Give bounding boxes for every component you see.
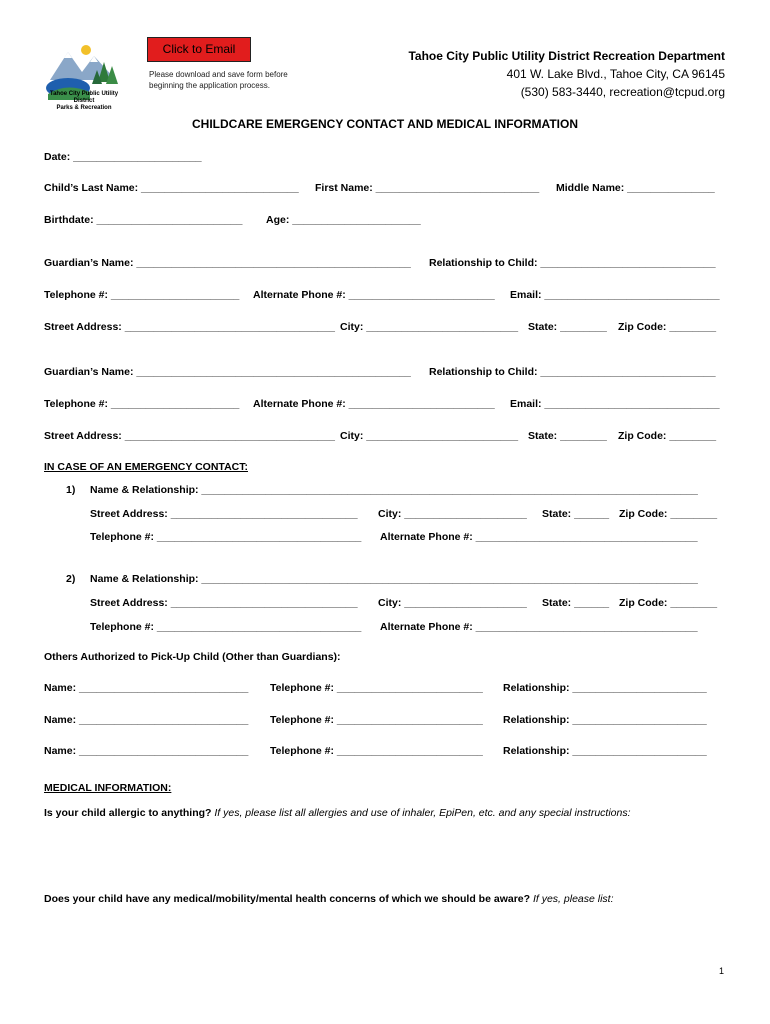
allergy-question: Is your child allergic to anything? If yes, please list all allergies and use of inhaler, EpiPen, etc. and any special instructions:	[44, 807, 631, 819]
guardian-2-alt-phone-field[interactable]: Alternate Phone #: _________________________	[253, 398, 495, 410]
pickup-2-relationship-field[interactable]: Relationship: _______________________	[503, 714, 707, 726]
emergency-heading: IN CASE OF AN EMERGENCY CONTACT:	[44, 461, 248, 473]
tcpud-logo	[46, 42, 122, 114]
guardian-1-city-field[interactable]: City: __________________________	[340, 321, 519, 333]
emergency-2-name-field[interactable]: Name & Relationship: _____________________________________________________________________________________	[90, 573, 698, 585]
medical-heading: MEDICAL INFORMATION:	[44, 782, 172, 794]
emergency-2-zip-field[interactable]: Zip Code: ________	[619, 597, 718, 609]
guardian-2-zip-field[interactable]: Zip Code: ________	[618, 430, 717, 442]
emergency-1-number: 1)	[66, 484, 76, 496]
download-note: Please download and save form before beginning the application process.	[149, 70, 288, 90]
emergency-2-state-field[interactable]: State: ______	[542, 597, 610, 609]
birthdate-field[interactable]: Birthdate: _________________________	[44, 214, 243, 226]
allergy-hint: If yes, please list all allergies and use of inhaler, EpiPen, etc. and any special instructions:	[214, 807, 631, 819]
org-contact: (530) 583-3440, recreation@tcpud.org	[520, 85, 725, 99]
pickup-3-telephone-field[interactable]: Telephone #: _________________________	[270, 745, 483, 757]
child-middle-name-field[interactable]: Middle Name: _______________	[556, 182, 715, 194]
guardian-1-state-field[interactable]: State: ________	[528, 321, 607, 333]
guardian-2-name-field[interactable]: Guardian’s Name: _______________________________________________	[44, 366, 411, 378]
emergency-2-telephone-field[interactable]: Telephone #: ___________________________________	[90, 621, 362, 633]
org-name: Tahoe City Public Utility District Recreation Department	[408, 49, 725, 63]
guardian-1-email-field[interactable]: Email: ______________________________	[510, 289, 720, 301]
page-number: 1	[718, 966, 724, 976]
date-field[interactable]: Date: ______________________	[44, 151, 202, 163]
emergency-1-state-field[interactable]: State: ______	[542, 508, 610, 520]
emergency-1-zip-field[interactable]: Zip Code: ________	[619, 508, 718, 520]
guardian-2-street-field[interactable]: Street Address: ____________________________________	[44, 430, 335, 442]
guardian-1-zip-field[interactable]: Zip Code: ________	[618, 321, 717, 333]
email-button[interactable]: Click to Email	[147, 37, 251, 62]
guardian-2-relationship-field[interactable]: Relationship to Child: ______________________________	[429, 366, 716, 378]
guardian-1-relationship-field[interactable]: Relationship to Child: ______________________________	[429, 257, 716, 269]
guardian-2-city-field[interactable]: City: __________________________	[340, 430, 519, 442]
emergency-2-alt-phone-field[interactable]: Alternate Phone #: ______________________________________	[380, 621, 698, 633]
guardian-1-telephone-field[interactable]: Telephone #: ______________________	[44, 289, 240, 301]
org-info	[408, 47, 725, 101]
child-last-name-field[interactable]: Child’s Last Name: ___________________________	[44, 182, 299, 194]
pickup-3-name-field[interactable]: Name: _____________________________	[44, 745, 249, 757]
page-title: CHILDCARE EMERGENCY CONTACT AND MEDICAL INFORMATION	[192, 117, 578, 131]
concerns-hint: If yes, please list:	[532, 893, 614, 905]
pickup-1-relationship-field[interactable]: Relationship: _______________________	[503, 682, 707, 694]
guardian-1-alt-phone-field[interactable]: Alternate Phone #: _________________________	[253, 289, 495, 301]
emergency-2-street-field[interactable]: Street Address: ________________________________	[90, 597, 358, 609]
guardian-2-email-field[interactable]: Email: ______________________________	[510, 398, 720, 410]
pickup-2-name-field[interactable]: Name: _____________________________	[44, 714, 249, 726]
emergency-1-street-field[interactable]: Street Address: ________________________________	[90, 508, 358, 520]
guardian-2-state-field[interactable]: State: ________	[528, 430, 607, 442]
child-first-name-field[interactable]: First Name: ____________________________	[315, 182, 540, 194]
pickup-2-telephone-field[interactable]: Telephone #: _________________________	[270, 714, 483, 726]
guardian-1-name-field[interactable]: Guardian’s Name: _______________________________________________	[44, 257, 411, 269]
emergency-1-alt-phone-field[interactable]: Alternate Phone #: ______________________________________	[380, 531, 698, 543]
pickup-3-relationship-field[interactable]: Relationship: _______________________	[503, 745, 707, 757]
allergy-answer-area[interactable]	[44, 826, 724, 886]
emergency-2-number: 2)	[66, 573, 76, 585]
emergency-1-city-field[interactable]: City: _____________________	[378, 508, 527, 520]
emergency-1-name-field[interactable]: Name & Relationship: _____________________________________________________________________________________	[90, 484, 698, 496]
guardian-2-telephone-field[interactable]: Telephone #: ______________________	[44, 398, 240, 410]
concerns-question: Does your child have any medical/mobility/mental health concerns of which we should be aware? If yes, please list:	[44, 893, 614, 905]
logo-text: Tahoe City Public Utility District Parks & Recreation	[49, 91, 119, 111]
guardian-1-street-field[interactable]: Street Address: ____________________________________	[44, 321, 335, 333]
emergency-1-telephone-field[interactable]: Telephone #: ___________________________________	[90, 531, 362, 543]
pickup-heading: Others Authorized to Pick-Up Child (Other than Guardians):	[44, 651, 341, 663]
age-field[interactable]: Age: ______________________	[266, 214, 421, 226]
pickup-1-telephone-field[interactable]: Telephone #: _________________________	[270, 682, 483, 694]
org-address: 401 W. Lake Blvd., Tahoe City, CA 96145	[506, 67, 725, 81]
concerns-answer-area[interactable]	[44, 912, 724, 962]
pickup-1-name-field[interactable]: Name: _____________________________	[44, 682, 249, 694]
emergency-2-city-field[interactable]: City: _____________________	[378, 597, 527, 609]
